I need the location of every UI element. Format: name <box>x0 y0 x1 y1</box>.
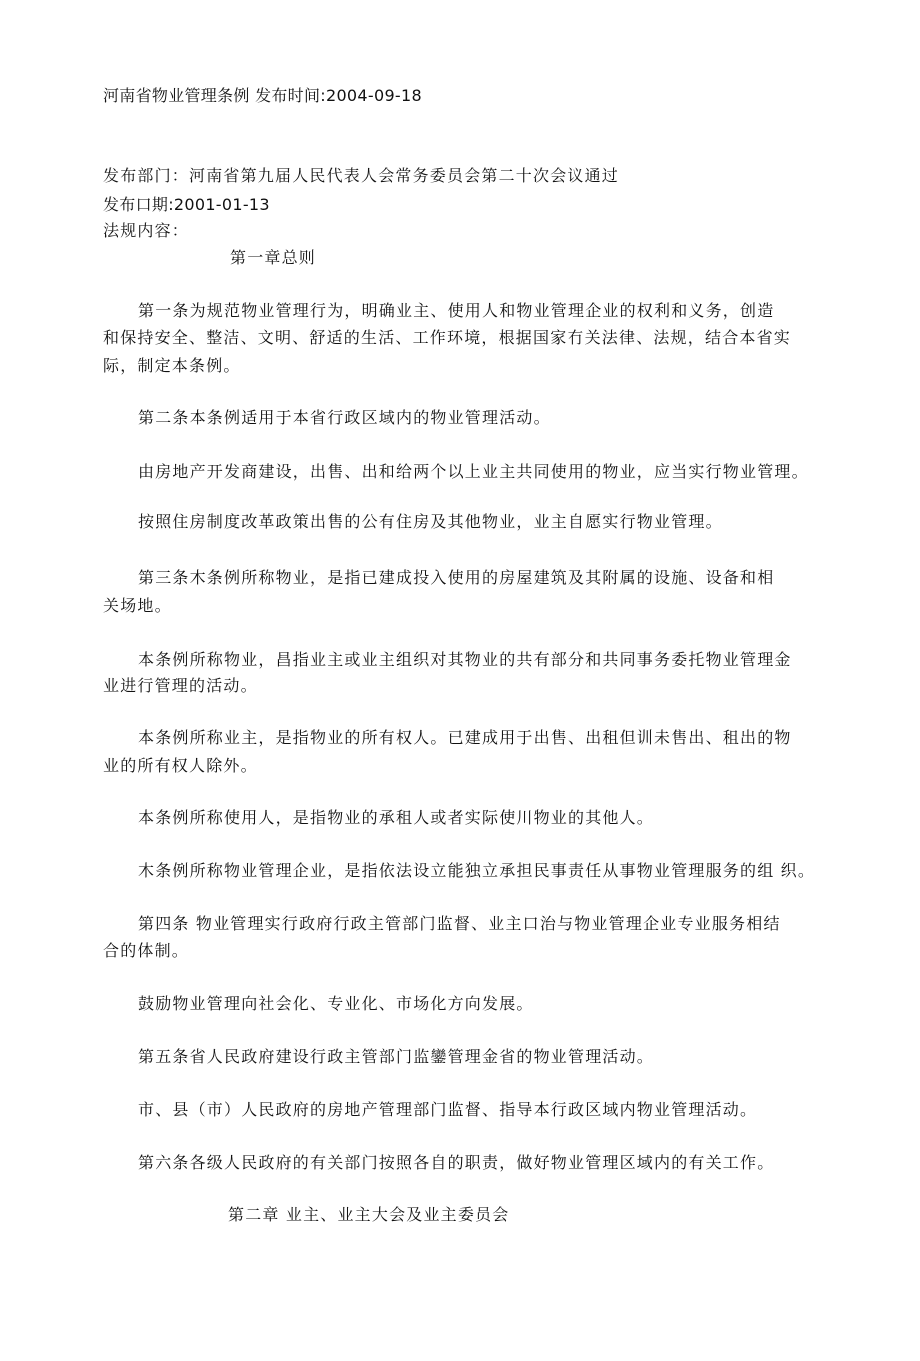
text-line: 业进行管理的活动。 <box>103 676 258 695</box>
issue-date: 发布口期:2001-01-13 <box>103 195 270 214</box>
chapter-heading: 第二章 业主、业主大会及业主委员会 <box>228 1205 510 1224</box>
issuing-department: 发布部门：河南省第九届人民代表人会常务委员会第二十次会议通过 <box>103 166 620 185</box>
text-line: 木条例所称物业管理企业，是指依法设立能独立承担民事责任从事物业管理服务的组 织。 <box>138 861 816 880</box>
text-line: 由房地产开发商建设，出售、出和给两个以上业主共同使用的物业，应当实行物业管理。 <box>138 462 809 481</box>
text-line: 市、县（市）人民政府的房地产管理部门监督、指导本行政区域内物业管理活动。 <box>138 1100 758 1119</box>
text-line: 第六条各级人民政府的有关部门按照各自的职责，做好物业管理区域内的有关工作。 <box>138 1153 775 1172</box>
text-line: 第三条木条例所称物业，是指已建成投入使用的房屋建筑及其附属的设施、设备和相 <box>138 568 775 587</box>
text-line: 本条例所称业主，是指物业的所有权人。已建成用于出售、出租但训未售出、租出的物 <box>138 728 792 747</box>
text-line: 第一条为规范物业管理行为，明确业主、使用人和物业管理企业的权利和义务，创造 <box>138 301 775 320</box>
text-line: 第二条本条例适用于本省行政区域内的物业管理活动。 <box>138 408 551 427</box>
text-line: 鼓励物业管理向社会化、专业化、市场化方向发展。 <box>138 994 534 1013</box>
text-line: 合的体制。 <box>103 941 190 960</box>
text-line: 关场地。 <box>103 596 172 615</box>
text-line: 业的所有权人除外。 <box>103 756 258 775</box>
chapter-heading: 第一章总则 <box>230 248 317 267</box>
text-line: 本条例所称使用人，是指物业的承租人或者实际使川物业的其他人。 <box>138 808 655 827</box>
text-line: 第五条省人民政府建设行政主管部门监鑾管理金省的物业管理活动。 <box>138 1047 655 1066</box>
text-line: 和保持安全、整洁、文明、舒适的生活、工作环境，根据国家冇关法律、法规，结合本省实 <box>103 328 792 347</box>
text-line: 按照住房制度改革政策出售的公有住房及其他物业，业主自愿实行物业管理。 <box>138 512 723 531</box>
text-line: 际，制定本条例。 <box>103 356 241 375</box>
text-line: 本条例所称物业，昌指业主或业主组织对其物业的共有部分和共同事务委托物业管理金 <box>138 650 792 669</box>
content-label: 法规内容： <box>103 221 190 240</box>
text-line: 第四条 物业管理实行政府行政主管部门监督、业主口治与物业管理企业专业服务相结 <box>138 914 781 933</box>
document-title-line: 河南省物业管理条例 发布时间:2004-09-18 <box>103 86 422 105</box>
